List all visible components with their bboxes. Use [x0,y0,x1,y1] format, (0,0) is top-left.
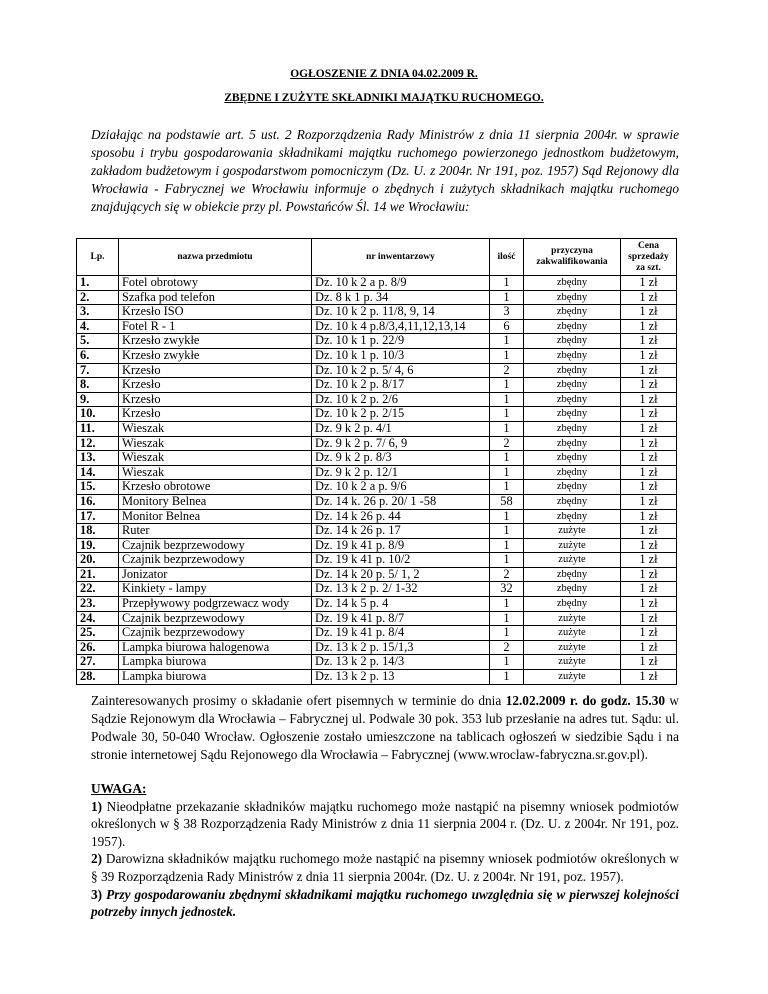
reason: zużyte [524,611,621,626]
row-number: 10. [77,407,119,422]
inventory-number: Dz. 8 k 1 p. 34 [312,290,490,305]
price: 1 zł [621,319,677,334]
item-name: Krzesło [119,363,312,378]
item-name: Krzesło [119,407,312,422]
inventory-number: Dz. 10 k 2 a p. 9/6 [312,480,490,495]
header-lp: Lp. [77,239,119,276]
row-number: 19. [77,538,119,553]
reason: zbędny [524,319,621,334]
item-name: Krzesło zwykłe [119,334,312,349]
reason: zbędny [524,407,621,422]
quantity: 1 [490,538,524,553]
header-price: Cena sprzedaży za szt. [621,239,677,276]
table-row [77,465,677,480]
inventory-number: Dz. 14 k 26 p. 17 [312,524,490,539]
price: 1 zł [621,348,677,363]
quantity: 3 [490,305,524,320]
reason: zbędny [524,378,621,393]
row-number: 27. [77,655,119,670]
item-name: Przepływowy podgrzewacz wody [119,597,312,612]
price: 1 zł [621,436,677,451]
warning-heading: UWAGA: [91,781,147,796]
row-number: 1. [77,276,119,291]
table-header-row [77,239,677,276]
quantity: 58 [490,494,524,509]
price: 1 zł [621,480,677,495]
row-number: 8. [77,378,119,393]
row-number: 6. [77,348,119,363]
table-row [77,276,677,291]
reason: zbędny [524,334,621,349]
inventory-number: Dz. 13 k 2 p. 2/ 1-32 [312,582,490,597]
row-number: 15. [77,480,119,495]
row-number: 16. [77,494,119,509]
table-row [77,421,677,436]
inventory-number: Dz. 10 k 2 a p. 8/9 [312,276,490,291]
item-name: Krzesło [119,378,312,393]
reason: zużyte [524,524,621,539]
inventory-number: Dz. 10 k 1 p. 22/9 [312,334,490,349]
row-number: 5. [77,334,119,349]
inventory-number: Dz. 9 k 2 p. 4/1 [312,421,490,436]
table-row [77,509,677,524]
table-row [77,670,677,685]
reason: zbędny [524,567,621,582]
warning-number: 2) [91,851,103,867]
table-row [77,655,677,670]
price: 1 zł [621,334,677,349]
announcement-subtitle: ZBĘDNE I ZUŻYTE SKŁADNIKI MAJĄTKU RUCHOMEGO. [224,92,544,104]
quantity: 2 [490,363,524,378]
reason: zużyte [524,626,621,641]
quantity: 1 [490,421,524,436]
quantity: 1 [490,597,524,612]
item-name: Wieszak [119,451,312,466]
warning-item-2 [91,850,679,885]
reason: zbędny [524,582,621,597]
table-row [77,626,677,641]
row-number: 17. [77,509,119,524]
warning-text: Nieodpłatne przekazanie składników majątku ruchomego może nastąpić na pisemny wniosek podmiotów określonych w § 38 Rozporządzenia Rady Ministrów z dnia 11 sierpnia 2004 r. (Dz. U. z 2004r. Nr 191, poz. 1957). [91,798,679,849]
quantity: 1 [490,290,524,305]
reason: zbędny [524,348,621,363]
item-name: Lampka biurowa [119,670,312,685]
inventory-number: Dz. 9 k 2 p. 7/ 6, 9 [312,436,490,451]
reason: zbędny [524,290,621,305]
warning-text: Darowizna składników majątku ruchomego może nastąpić na pisemny wniosek podmiotów określonych w § 39 Rozporządzenia Rady Ministrów z dnia 11 sierpnia 2004r. (Dz. U. z 2004r. Nr 191, poz. 1957). [91,851,679,884]
price: 1 zł [621,421,677,436]
table-row [77,582,677,597]
row-number: 22. [77,582,119,597]
table-row [77,494,677,509]
quantity: 2 [490,567,524,582]
warning-item-1 [91,798,679,851]
reason: zbędny [524,480,621,495]
header-reason: przyczyna zakwalifikowania [524,239,621,276]
inventory-number: Dz. 13 k 2 p. 13 [312,670,490,685]
table-row [77,480,677,495]
item-name: Kinkiety - lampy [119,582,312,597]
item-name: Krzesło [119,392,312,407]
item-name: Czajnik bezprzewodowy [119,538,312,553]
item-name: Czajnik bezprzewodowy [119,553,312,568]
row-number: 26. [77,640,119,655]
row-number: 4. [77,319,119,334]
quantity: 2 [490,640,524,655]
inventory-number: Dz. 19 k 41 p. 8/7 [312,611,490,626]
table-row [77,567,677,582]
inventory-number: Dz. 14 k 26 p. 44 [312,509,490,524]
reason: zużyte [524,640,621,655]
inventory-number: Dz. 13 k 2 p. 15/1,3 [312,640,490,655]
price: 1 zł [621,524,677,539]
inventory-number: Dz. 10 k 2 p. 2/15 [312,407,490,422]
row-number: 13. [77,451,119,466]
warning-number: 1) [91,798,103,814]
price: 1 zł [621,567,677,582]
row-number: 2. [77,290,119,305]
price: 1 zł [621,538,677,553]
price: 1 zł [621,378,677,393]
quantity: 1 [490,465,524,480]
reason: zbędny [524,305,621,320]
reason: zbędny [524,363,621,378]
price: 1 zł [621,509,677,524]
warning-section [91,780,679,921]
reason: zbędny [524,465,621,480]
row-number: 28. [77,670,119,685]
info-text-end: w Sądzie Rejonowym dla Wrocławia – Fabrycznej ul. Podwale 30 pok. 353 lub przesłanie na adres tut. Sądu: ul. Podwale 30, 50-040 Wrocław. Ogłoszenie zostało umieszczone na tablicach ogłoszeń w siedzibie Sądu i na stronie internetowej Sądu Rejonowego dla Wrocławia – Fabrycznej (www.wroclaw-fabryczna.sr.gov.pl). [91,693,679,762]
info-paragraph [91,692,679,764]
inventory-number: Dz. 10 k 2 p. 11/8, 9, 14 [312,305,490,320]
price: 1 zł [621,276,677,291]
inventory-number: Dz. 14 k. 26 p. 20/ 1 -58 [312,494,490,509]
quantity: 1 [490,392,524,407]
quantity: 1 [490,407,524,422]
reason: zbędny [524,509,621,524]
quantity: 1 [490,553,524,568]
row-number: 20. [77,553,119,568]
reason: zbędny [524,597,621,612]
quantity: 2 [490,436,524,451]
header-item-name: nazwa przedmiotu [119,239,312,276]
reason: zużyte [524,538,621,553]
warning-number: 3) [91,886,103,902]
row-number: 12. [77,436,119,451]
reason: zbędny [524,494,621,509]
reason: zbędny [524,451,621,466]
row-number: 3. [77,305,119,320]
row-number: 25. [77,626,119,641]
reason: zbędny [524,436,621,451]
item-name: Monitor Belnea [119,509,312,524]
price: 1 zł [621,407,677,422]
price: 1 zł [621,597,677,612]
item-name: Szafka pod telefon [119,290,312,305]
item-name: Lampka biurowa [119,655,312,670]
table-row [77,553,677,568]
reason: zbędny [524,392,621,407]
price: 1 zł [621,494,677,509]
quantity: 1 [490,509,524,524]
inventory-number: Dz. 19 k 41 p. 8/4 [312,626,490,641]
inventory-number: Dz. 10 k 2 p. 2/6 [312,392,490,407]
price: 1 zł [621,392,677,407]
table-row [77,378,677,393]
table-row [77,524,677,539]
quantity: 1 [490,480,524,495]
item-name: Lampka biurowa halogenowa [119,640,312,655]
table-row [77,334,677,349]
price: 1 zł [621,582,677,597]
item-name: Wieszak [119,421,312,436]
table-row [77,363,677,378]
quantity: 1 [490,451,524,466]
reason: zużyte [524,655,621,670]
table-row [77,436,677,451]
item-name: Czajnik bezprzewodowy [119,626,312,641]
row-number: 9. [77,392,119,407]
quantity: 1 [490,378,524,393]
price: 1 zł [621,611,677,626]
quantity: 1 [490,611,524,626]
item-name: Fotel R - 1 [119,319,312,334]
table-row [77,611,677,626]
table-row [77,348,677,363]
quantity: 1 [490,524,524,539]
table-row [77,290,677,305]
item-name: Krzesło ISO [119,305,312,320]
quantity: 1 [490,348,524,363]
price: 1 zł [621,553,677,568]
item-name: Wieszak [119,436,312,451]
table-row [77,640,677,655]
item-name: Krzesło obrotowe [119,480,312,495]
item-name: Monitory Belnea [119,494,312,509]
header-inventory-number: nr inwentarzowy [312,239,490,276]
price: 1 zł [621,626,677,641]
row-number: 23. [77,597,119,612]
table-body [77,276,677,685]
reason: zbędny [524,276,621,291]
table-row [77,538,677,553]
inventory-number: Dz. 9 k 2 p. 12/1 [312,465,490,480]
quantity: 1 [490,626,524,641]
inventory-number: Dz. 10 k 2 p. 5/ 4, 6 [312,363,490,378]
table-row [77,597,677,612]
row-number: 14. [77,465,119,480]
row-number: 21. [77,567,119,582]
row-number: 7. [77,363,119,378]
price: 1 zł [621,305,677,320]
offer-deadline: 12.02.2009 r. do godz. 15.30 [505,693,665,708]
price: 1 zł [621,640,677,655]
inventory-number: Dz. 9 k 2 p. 8/3 [312,451,490,466]
row-number: 24. [77,611,119,626]
price: 1 zł [621,655,677,670]
info-text-start: Zainteresowanych prosimy o składanie ofert pisemnych w terminie do dnia [91,693,506,708]
reason: zużyte [524,553,621,568]
inventory-number: Dz. 10 k 4 p.8/3,4,11,12,13,14 [312,319,490,334]
item-name: Fotel obrotowy [119,276,312,291]
reason: zbędny [524,421,621,436]
table-row [77,319,677,334]
item-name: Krzesło zwykłe [119,348,312,363]
warning-text: Przy gospodarowaniu zbędnymi składnikami majątku ruchomego uwzględnia się w pierwszej kolejności potrzeby innych jednostek. [91,886,679,920]
inventory-number: Dz. 19 k 41 p. 8/9 [312,538,490,553]
quantity: 6 [490,319,524,334]
intro-paragraph: Działając na podstawie art. 5 ust. 2 Rozporządzenia Rady Ministrów z dnia 11 sierpnia 2004r. w sprawie sposobu i trybu gospodarowania składnikami majątku ruchomego powierzonego jednostkom budżetowym, zakładom budżetowym i gospodarstwom pomocniczym (Dz. U. z 2004r. Nr 191, poz. 1957) Sąd Rejonowy dla Wrocławia - Fabrycznej we Wrocławiu informuje o zbędnych i zużytych składnikach majątku ruchomego znajdujących się w obiekcie przy pl. Powstańców Śl. 14 we Wrocławiu: [91,127,679,214]
reason: zużyte [524,670,621,685]
table-row [77,305,677,320]
row-number: 18. [77,524,119,539]
price: 1 zł [621,363,677,378]
table-row [77,392,677,407]
warning-item-3 [91,886,679,921]
announcement-title: OGŁOSZENIE Z DNIA 04.02.2009 R. [290,68,478,80]
quantity: 1 [490,670,524,685]
inventory-number: Dz. 13 k 2 p. 14/3 [312,655,490,670]
quantity: 1 [490,655,524,670]
inventory-number: Dz. 14 k 20 p. 5/ 1, 2 [312,567,490,582]
item-name: Jonizator [119,567,312,582]
price: 1 zł [621,451,677,466]
price: 1 zł [621,670,677,685]
table-row [77,407,677,422]
price: 1 zł [621,465,677,480]
item-name: Ruter [119,524,312,539]
items-table [76,238,677,685]
inventory-number: Dz. 19 k 41 p. 10/2 [312,553,490,568]
header-quantity: ilość [490,239,524,276]
quantity: 1 [490,334,524,349]
inventory-number: Dz. 10 k 1 p. 10/3 [312,348,490,363]
quantity: 32 [490,582,524,597]
inventory-number: Dz. 10 k 2 p. 8/17 [312,378,490,393]
item-name: Wieszak [119,465,312,480]
table-row [77,451,677,466]
quantity: 1 [490,276,524,291]
inventory-number: Dz. 14 k 5 p. 4 [312,597,490,612]
row-number: 11. [77,421,119,436]
price: 1 zł [621,290,677,305]
item-name: Czajnik bezprzewodowy [119,611,312,626]
